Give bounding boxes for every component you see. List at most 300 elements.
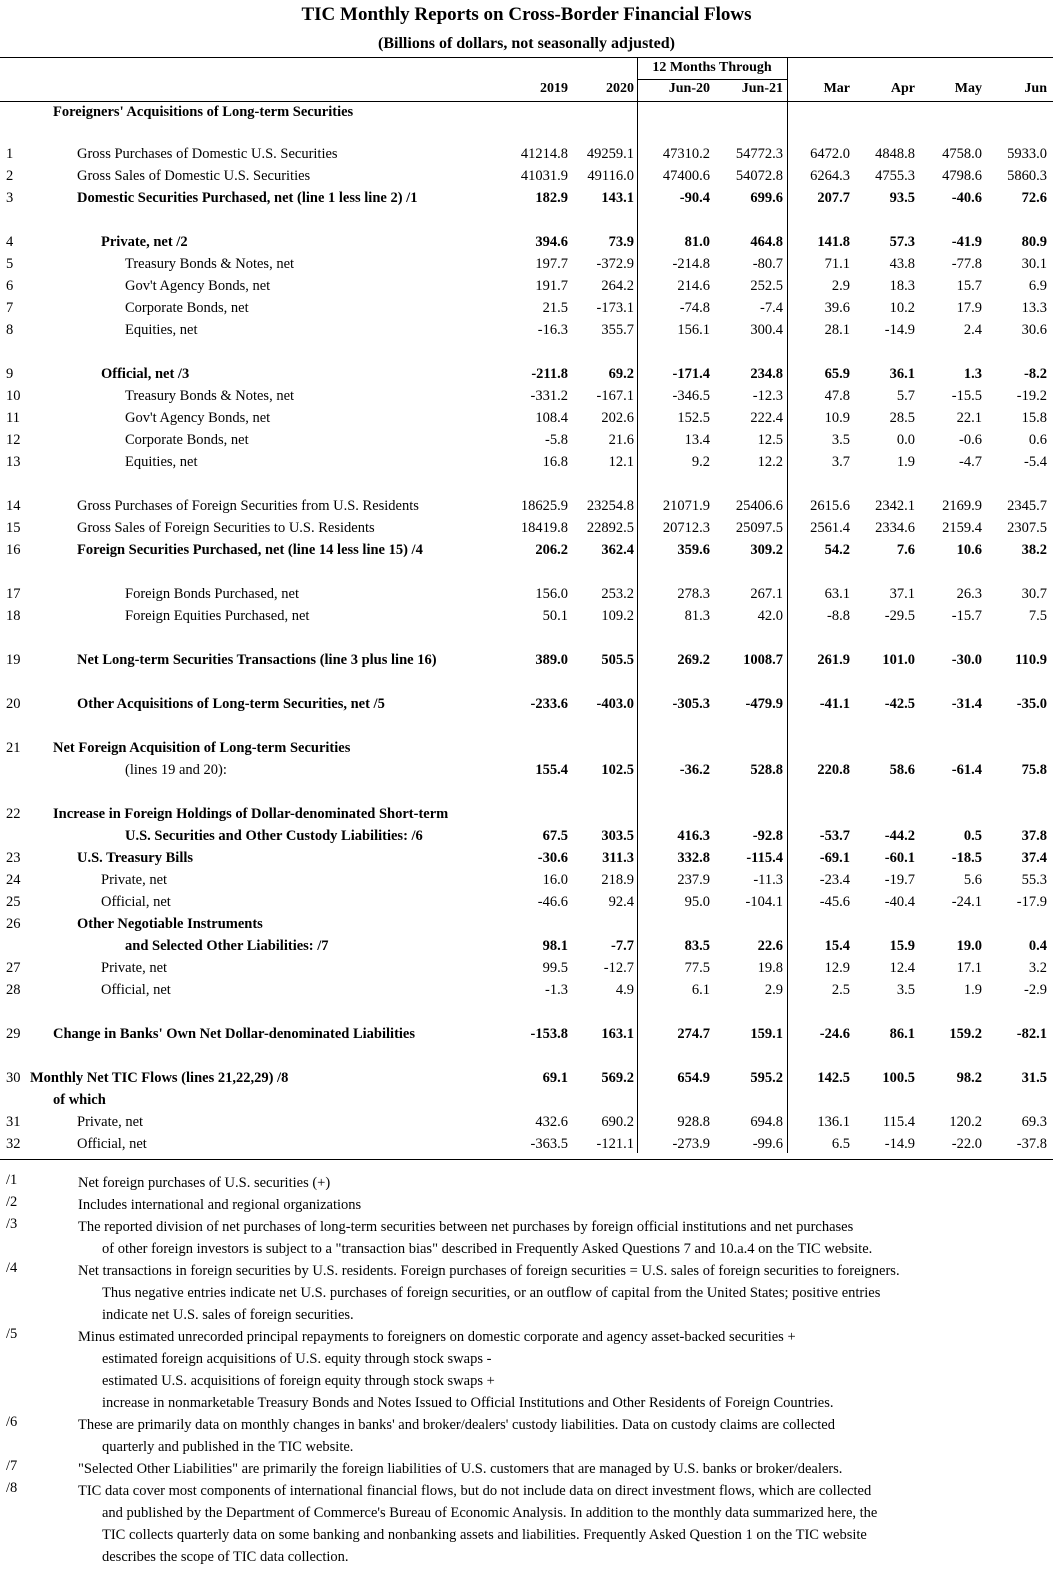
table-cell: 15.9 (889, 938, 915, 954)
table-cell: 21071.9 (662, 498, 710, 514)
table-cell: -60.1 (884, 850, 915, 866)
table-cell: 4755.3 (875, 168, 915, 184)
row-label: Gross Sales of Foreign Securities to U.S. Residents (77, 520, 375, 536)
line-number: 9 (6, 366, 14, 382)
table-cell: 81.0 (684, 234, 710, 250)
footnote-line: increase in nonmarketable Treasury Bonds and Notes Issued to Official Institutions and Other Residents of Foreign Countries. (102, 1395, 834, 1411)
row-label: Private, net (77, 1114, 144, 1130)
table-cell: -24.1 (951, 894, 982, 910)
line-number: 16 (6, 542, 21, 558)
table-cell: 47.8 (824, 388, 850, 404)
table-cell: -12.7 (603, 960, 634, 976)
table-cell: 7.5 (1028, 608, 1047, 624)
table-cell: 43.8 (889, 256, 915, 272)
table-cell: 464.8 (750, 234, 783, 250)
table-row (0, 586, 1053, 608)
table-cell: 4758.0 (942, 146, 982, 162)
table-cell: 1.9 (896, 454, 915, 470)
table-cell: 12.9 (824, 960, 850, 976)
table-cell: 253.2 (601, 586, 634, 602)
table-cell: 108.4 (535, 410, 568, 426)
table-cell: 28.1 (824, 322, 850, 338)
table-cell: 49259.1 (586, 146, 634, 162)
table-cell: -46.6 (537, 894, 568, 910)
footnote-line: estimated foreign acquisitions of U.S. equity through stock swaps - (102, 1351, 492, 1367)
line-number: 27 (6, 960, 21, 976)
table-cell: 81.3 (684, 608, 710, 624)
table-cell: 267.1 (750, 586, 783, 602)
table-row (0, 1070, 1053, 1114)
table-cell: 2334.6 (875, 520, 915, 536)
table-cell: -31.4 (951, 696, 982, 712)
table-cell: 0.4 (1028, 938, 1047, 954)
table-bottom-rule (0, 1159, 1053, 1160)
row-label: Foreign Equities Purchased, net (125, 608, 310, 624)
table-cell: 12.4 (889, 960, 915, 976)
footnote-id: /8 (6, 1480, 18, 1496)
table-cell: 20712.3 (662, 520, 710, 536)
footnote-line: and published by the Department of Commerce's Bureau of Economic Analysis. In addition to the monthly data summarized here, the (102, 1505, 878, 1521)
table-cell: 98.2 (956, 1070, 982, 1086)
table-cell: 12.5 (757, 432, 783, 448)
table-row (0, 234, 1053, 256)
column-header: Mar (823, 81, 850, 96)
table-cell: 95.0 (684, 894, 710, 910)
table-cell: 202.6 (601, 410, 634, 426)
table-cell: 120.2 (949, 1114, 982, 1130)
table-row (0, 894, 1053, 916)
table-cell: 25097.5 (735, 520, 783, 536)
table-cell: -403.0 (596, 696, 634, 712)
row-label: Domestic Securities Purchased, net (line 1 less line 2) /1 (77, 190, 418, 206)
table-cell: 182.9 (535, 190, 568, 206)
row-label: Increase in Foreign Holdings of Dollar-denominated Short-term (53, 806, 449, 822)
table-cell: 15.7 (956, 278, 982, 294)
table-cell: 2.9 (764, 982, 783, 998)
row-label: Private, net (101, 872, 168, 888)
line-number: 7 (6, 300, 14, 316)
row-label: Net Foreign Acquisition of Long-term Securities (53, 740, 351, 756)
table-cell: 5860.3 (1007, 168, 1047, 184)
table-cell: 569.2 (601, 1070, 634, 1086)
row-label-continuation: U.S. Securities and Other Custody Liabilities: /6 (125, 828, 423, 844)
table-row (0, 322, 1053, 344)
table-cell: 1.9 (963, 982, 982, 998)
line-number: 25 (6, 894, 21, 910)
table-cell: 928.8 (677, 1114, 710, 1130)
table-cell: 10.2 (889, 300, 915, 316)
table-cell: -7.7 (611, 938, 634, 954)
table-cell: 69.3 (1021, 1114, 1047, 1130)
table-cell: 13.4 (684, 432, 710, 448)
footnote-line: TIC collects quarterly data on some banking and nonbanking assets and liabilities. Frequently Asked Question 1 on the TIC website (102, 1527, 867, 1543)
row-label: Private, net /2 (101, 234, 188, 250)
footnote-id: /3 (6, 1216, 18, 1232)
table-cell: 5.7 (896, 388, 915, 404)
table-cell: 6.1 (691, 982, 710, 998)
table-cell: 38.2 (1021, 542, 1047, 558)
table-cell: -115.4 (746, 850, 783, 866)
table-cell: -479.9 (745, 696, 783, 712)
row-label: Official, net (101, 982, 171, 998)
table-cell: 3.5 (831, 432, 850, 448)
table-cell: 156.1 (677, 322, 710, 338)
table-cell: 303.5 (601, 828, 634, 844)
table-row (0, 982, 1053, 1004)
table-cell: 5933.0 (1007, 146, 1047, 162)
table-cell: 2561.4 (810, 520, 850, 536)
table-cell: -273.9 (672, 1136, 710, 1152)
table-cell: -45.6 (819, 894, 850, 910)
table-cell: 3.5 (896, 982, 915, 998)
table-cell: 159.1 (750, 1026, 783, 1042)
line-number: 21 (6, 740, 21, 756)
row-label: Treasury Bonds & Notes, net (125, 256, 295, 272)
table-cell: -41.9 (951, 234, 982, 250)
table-cell: 0.6 (1028, 432, 1047, 448)
table-cell: 1.3 (963, 366, 982, 382)
line-number: 10 (6, 388, 21, 404)
table-cell: 21.5 (542, 300, 568, 316)
footnote-line: indicate net U.S. sales of foreign securities. (102, 1307, 354, 1323)
table-cell: -153.8 (530, 1026, 568, 1042)
table-cell: 93.5 (889, 190, 915, 206)
table-row (0, 410, 1053, 432)
table-cell: 39.6 (824, 300, 850, 316)
table-cell: -4.7 (959, 454, 982, 470)
table-row (0, 498, 1053, 520)
row-label: Private, net (101, 960, 168, 976)
footnote-id: /7 (6, 1458, 18, 1474)
line-number: 19 (6, 652, 21, 668)
table-cell: 23254.8 (586, 498, 634, 514)
table-cell: 2.5 (831, 982, 850, 998)
table-cell: 143.1 (601, 190, 634, 206)
table-cell: 41214.8 (520, 146, 568, 162)
row-label: Net Long-term Securities Transactions (line 3 plus line 16) (77, 652, 437, 668)
table-cell: 73.9 (608, 234, 634, 250)
table-cell: 359.6 (677, 542, 710, 558)
table-cell: 311.3 (602, 850, 634, 866)
table-cell: 252.5 (750, 278, 783, 294)
table-cell: 13.3 (1021, 300, 1047, 316)
table-cell: 155.4 (535, 762, 568, 778)
table-cell: -40.4 (884, 894, 915, 910)
table-cell: -5.4 (1024, 454, 1047, 470)
table-cell: -61.4 (951, 762, 982, 778)
footnote-line: "Selected Other Liabilities" are primarily the foreign liabilities of U.S. customers that are managed by U.S. banks or broker/dealers. (78, 1461, 843, 1477)
page-title: TIC Monthly Reports on Cross-Border Financial Flows (301, 4, 752, 25)
table-cell: -14.9 (884, 1136, 915, 1152)
table-cell: 83.5 (684, 938, 710, 954)
table-cell: -92.8 (752, 828, 783, 844)
row-label: Gross Purchases of Domestic U.S. Securities (77, 146, 338, 162)
row-label-continuation: of which (53, 1092, 106, 1108)
table-cell: -77.8 (951, 256, 982, 272)
table-cell: -8.8 (827, 608, 850, 624)
row-label: Gov't Agency Bonds, net (125, 278, 271, 294)
line-number: 2 (6, 168, 14, 184)
table-cell: 99.5 (542, 960, 568, 976)
table-cell: 2159.4 (942, 520, 982, 536)
footnote-line: The reported division of net purchases of long-term securities between net purchases by foreign official institutions and net purchases (78, 1219, 854, 1235)
table-row (0, 520, 1053, 542)
table-cell: 65.9 (824, 366, 850, 382)
table-cell: -173.1 (596, 300, 634, 316)
row-label: Official, net /3 (101, 366, 190, 382)
table-cell: 2342.1 (875, 498, 915, 514)
table-row (0, 1026, 1053, 1048)
table-cell: -18.5 (951, 850, 982, 866)
table-cell: 10.6 (956, 542, 982, 558)
table-cell: 22.6 (757, 938, 783, 954)
table-cell: 47310.2 (662, 146, 710, 162)
line-number: 3 (6, 190, 14, 206)
table-cell: 332.8 (677, 850, 710, 866)
table-cell: 528.8 (750, 762, 783, 778)
table-cell: 30.7 (1021, 586, 1047, 602)
table-cell: -29.5 (884, 608, 915, 624)
table-row (0, 740, 1053, 784)
table-row (0, 432, 1053, 454)
table-cell: -8.2 (1024, 366, 1047, 382)
table-cell: 12.2 (757, 454, 783, 470)
table-cell: 30.6 (1021, 322, 1047, 338)
table-cell: 102.5 (601, 762, 634, 778)
table-cell: -167.1 (596, 388, 634, 404)
table-cell: 309.2 (750, 542, 783, 558)
table-cell: 31.5 (1021, 1070, 1047, 1086)
table-cell: -90.4 (679, 190, 710, 206)
line-number: 14 (6, 498, 21, 514)
line-number: 28 (6, 982, 21, 998)
table-row (0, 806, 1053, 850)
table-cell: 264.2 (601, 278, 634, 294)
row-label: Equities, net (125, 322, 198, 338)
table-cell: -19.7 (884, 872, 915, 888)
table-cell: 67.5 (542, 828, 568, 844)
table-cell: 37.4 (1021, 850, 1047, 866)
line-number: 11 (6, 410, 20, 426)
line-number: 32 (6, 1136, 21, 1152)
column-header: Apr (890, 81, 915, 96)
table-row (0, 872, 1053, 894)
table-cell: 2.9 (831, 278, 850, 294)
table-cell: 71.1 (824, 256, 850, 272)
line-number: 5 (6, 256, 14, 272)
table-row (0, 542, 1053, 564)
table-row (0, 278, 1053, 300)
table-cell: -363.5 (530, 1136, 568, 1152)
table-cell: -99.6 (752, 1136, 783, 1152)
table-cell: 22892.5 (586, 520, 634, 536)
line-number: 12 (6, 432, 21, 448)
table-cell: 2345.7 (1007, 498, 1047, 514)
table-cell: -372.9 (596, 256, 634, 272)
table-cell: 207.7 (817, 190, 850, 206)
table-cell: 6.9 (1028, 278, 1047, 294)
table-cell: 191.7 (535, 278, 568, 294)
table-cell: 16.8 (542, 454, 568, 470)
footnote-id: /1 (6, 1172, 18, 1188)
table-cell: 432.6 (535, 1114, 568, 1130)
table-cell: 115.4 (882, 1114, 915, 1130)
row-label: Official, net (101, 894, 171, 910)
table-cell: -35.0 (1016, 696, 1047, 712)
table-cell: 220.8 (817, 762, 850, 778)
table-cell: 278.3 (677, 586, 710, 602)
line-number: 23 (6, 850, 21, 866)
table-cell: 69.2 (608, 366, 634, 382)
table-row (0, 366, 1053, 388)
line-number: 4 (6, 234, 14, 250)
table-cell: 55.3 (1021, 872, 1047, 888)
table-cell: -7.4 (760, 300, 783, 316)
table-cell: 0.0 (896, 432, 915, 448)
table-cell: 37.8 (1021, 828, 1047, 844)
table-cell: -16.3 (537, 322, 568, 338)
table-row (0, 1136, 1053, 1158)
row-label-continuation: and Selected Other Liabilities: /7 (125, 938, 329, 954)
line-number: 31 (6, 1114, 21, 1130)
row-label: Corporate Bonds, net (125, 300, 249, 316)
table-cell: -41.1 (819, 696, 850, 712)
row-label-continuation: (lines 19 and 20): (125, 762, 227, 778)
table-cell: 58.6 (889, 762, 915, 778)
table-cell: 26.3 (956, 586, 982, 602)
table-cell: -15.5 (951, 388, 982, 404)
table-cell: 63.1 (824, 586, 850, 602)
table-cell: 110.9 (1015, 652, 1047, 668)
table-cell: 109.2 (601, 608, 634, 624)
table-cell: 2307.5 (1007, 520, 1047, 536)
row-label: Other Acquisitions of Long-term Securities, net /5 (77, 696, 385, 712)
table-cell: -2.9 (1024, 982, 1047, 998)
table-cell: 690.2 (601, 1114, 634, 1130)
row-label: Foreign Securities Purchased, net (line 14 less line 15) /4 (77, 542, 423, 558)
table-cell: -82.1 (1016, 1026, 1047, 1042)
line-number: 30 (6, 1070, 21, 1086)
table-cell: 274.7 (677, 1026, 710, 1042)
group-underline (637, 79, 787, 80)
group-header: 12 Months Through (652, 60, 772, 75)
table-cell: 101.0 (882, 652, 915, 668)
table-cell: 197.7 (535, 256, 568, 272)
table-cell: 22.1 (956, 410, 982, 426)
table-cell: -30.6 (537, 850, 568, 866)
line-number: 24 (6, 872, 21, 888)
table-cell: -17.9 (1016, 894, 1047, 910)
footnote-line: quarterly and published in the TIC website. (102, 1439, 354, 1455)
table-cell: -233.6 (530, 696, 568, 712)
table-cell: -14.9 (884, 322, 915, 338)
table-cell: -53.7 (819, 828, 850, 844)
row-label: Foreign Bonds Purchased, net (125, 586, 299, 602)
table-cell: -305.3 (672, 696, 710, 712)
table-cell: 17.9 (956, 300, 982, 316)
table-cell: 699.6 (750, 190, 783, 206)
table-cell: 595.2 (750, 1070, 783, 1086)
table-cell: 269.2 (677, 652, 710, 668)
table-cell: 394.6 (535, 234, 568, 250)
footnote-line: describes the scope of TIC data collection. (102, 1549, 349, 1565)
line-number: 15 (6, 520, 21, 536)
footnote-line: Thus negative entries indicate net U.S. purchases of foreign securities, or an outflow of capital from the United States; positive entries (102, 1285, 881, 1301)
table-cell: 16.0 (542, 872, 568, 888)
table-cell: 2615.6 (810, 498, 850, 514)
table-cell: 15.8 (1021, 410, 1047, 426)
table-cell: 142.5 (817, 1070, 850, 1086)
footnote-id: /6 (6, 1414, 18, 1430)
table-row (0, 850, 1053, 872)
table-cell: -15.7 (951, 608, 982, 624)
table-row (0, 388, 1053, 410)
table-cell: 218.9 (601, 872, 634, 888)
row-label: Treasury Bonds & Notes, net (125, 388, 295, 404)
table-cell: 37.1 (889, 586, 915, 602)
line-number: 1 (6, 146, 14, 162)
table-cell: -0.6 (959, 432, 982, 448)
row-label: Gross Sales of Domestic U.S. Securities (77, 168, 311, 184)
table-cell: -22.0 (951, 1136, 982, 1152)
column-header: Jun-20 (668, 81, 710, 96)
table-cell: 80.9 (1021, 234, 1047, 250)
table-cell: 141.8 (817, 234, 850, 250)
table-cell: 214.6 (677, 278, 710, 294)
table-cell: 41031.9 (520, 168, 568, 184)
table-cell: 21.6 (608, 432, 634, 448)
table-cell: 2.4 (963, 322, 982, 338)
table-cell: -23.4 (819, 872, 850, 888)
table-row (0, 300, 1053, 322)
table-row (0, 454, 1053, 476)
footnote-id: /5 (6, 1326, 18, 1342)
table-row (0, 146, 1053, 168)
table-cell: 92.4 (608, 894, 634, 910)
table-cell: 136.1 (817, 1114, 850, 1130)
table-row (0, 696, 1053, 718)
footnote-line: These are primarily data on monthly changes in banks' and broker/dealers' custody liabilities. Data on custody claims are collected (78, 1417, 835, 1433)
table-cell: -5.8 (545, 432, 568, 448)
table-cell: 261.9 (817, 652, 850, 668)
footnote-line: Includes international and regional organizations (78, 1197, 362, 1213)
table-cell: 206.2 (535, 542, 568, 558)
table-cell: 7.6 (896, 542, 915, 558)
line-number: 17 (6, 586, 21, 602)
table-cell: 30.1 (1021, 256, 1047, 272)
table-cell: 19.0 (956, 938, 982, 954)
table-cell: -24.6 (819, 1026, 850, 1042)
table-cell: 69.1 (542, 1070, 568, 1086)
table-cell: -121.1 (596, 1136, 634, 1152)
table-cell: 72.6 (1021, 190, 1047, 206)
section-heading: Foreigners' Acquisitions of Long-term Securities (53, 104, 354, 120)
table-cell: 10.9 (824, 410, 850, 426)
row-label: Gov't Agency Bonds, net (125, 410, 271, 426)
column-header: 2020 (606, 81, 634, 96)
table-cell: 694.8 (750, 1114, 783, 1130)
table-cell: 3.7 (831, 454, 850, 470)
table-cell: 3.2 (1028, 960, 1047, 976)
table-cell: 163.1 (601, 1026, 634, 1042)
table-cell: 6.5 (831, 1136, 850, 1152)
row-label: Gross Purchases of Foreign Securities from U.S. Residents (77, 498, 419, 514)
table-cell: 416.3 (677, 828, 710, 844)
table-cell: -37.8 (1016, 1136, 1047, 1152)
table-cell: -331.2 (530, 388, 568, 404)
table-cell: 17.1 (956, 960, 982, 976)
header-top-rule (0, 57, 1053, 58)
